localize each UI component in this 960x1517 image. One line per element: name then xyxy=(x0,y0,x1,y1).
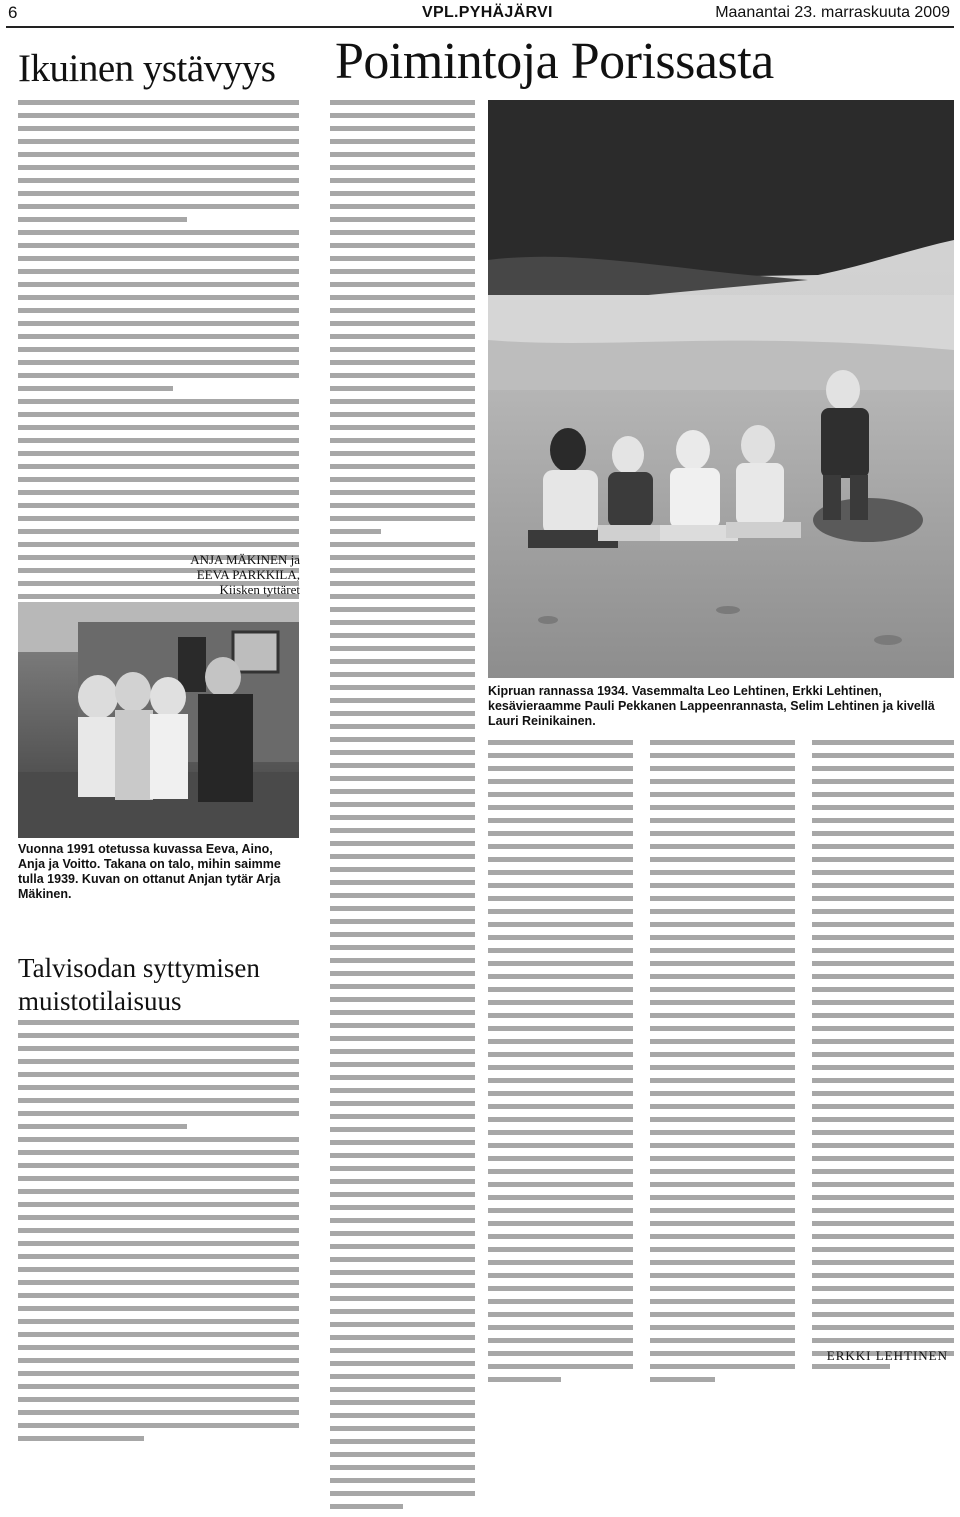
article-body-right-column-1 xyxy=(330,100,475,1517)
article-body-right-column-2 xyxy=(488,740,633,1390)
byline-line: Kiisken tyttäret xyxy=(219,582,300,597)
headline-line: muistotilaisuus xyxy=(18,986,182,1016)
article-body-right-column-4 xyxy=(812,740,954,1377)
article-body-bottom-left xyxy=(18,1020,299,1449)
page-number: 6 xyxy=(8,3,18,22)
page-header xyxy=(0,0,960,28)
article-headline-left: Ikuinen ystävyys xyxy=(18,47,276,90)
article-signature: ERKKI LEHTINEN xyxy=(826,1348,948,1363)
headline-line: Talvisodan syttymisen xyxy=(18,953,260,983)
byline-line: ANJA MÄKINEN ja xyxy=(190,552,300,567)
family-photo-caption: Vuonna 1991 otetussa kuvassa Eeva, Aino, Anja ja Voitto. Takana on talo, mihin saimme tulla 1939. Kuvan on ottanut Anjan tytär Arja Mäkinen. xyxy=(18,842,281,901)
article-byline xyxy=(190,552,300,597)
issue-date: Maanantai 23. marraskuuta 2009 xyxy=(715,4,950,21)
beach-photo-caption: Kipruan rannassa 1934. Vasemmalta Leo Lehtinen, Erkki Lehtinen, kesävieraamme Pauli Pekkanen Lappeenrannasta, Selim Lehtinen ja kivellä Lauri Reinikainen. xyxy=(488,684,935,728)
byline-line: EEVA PARKKILA, xyxy=(196,567,300,582)
article-headline-bottom-left xyxy=(18,952,260,1018)
paper-name: VPL.PYHÄJÄRVI xyxy=(422,4,553,21)
family-photo-image xyxy=(18,602,299,838)
header-rule xyxy=(6,26,954,28)
article-headline-right: Poimintoja Porissasta xyxy=(335,33,774,90)
article-body-right-column-3 xyxy=(650,740,795,1390)
beach-photo-image xyxy=(488,100,954,678)
